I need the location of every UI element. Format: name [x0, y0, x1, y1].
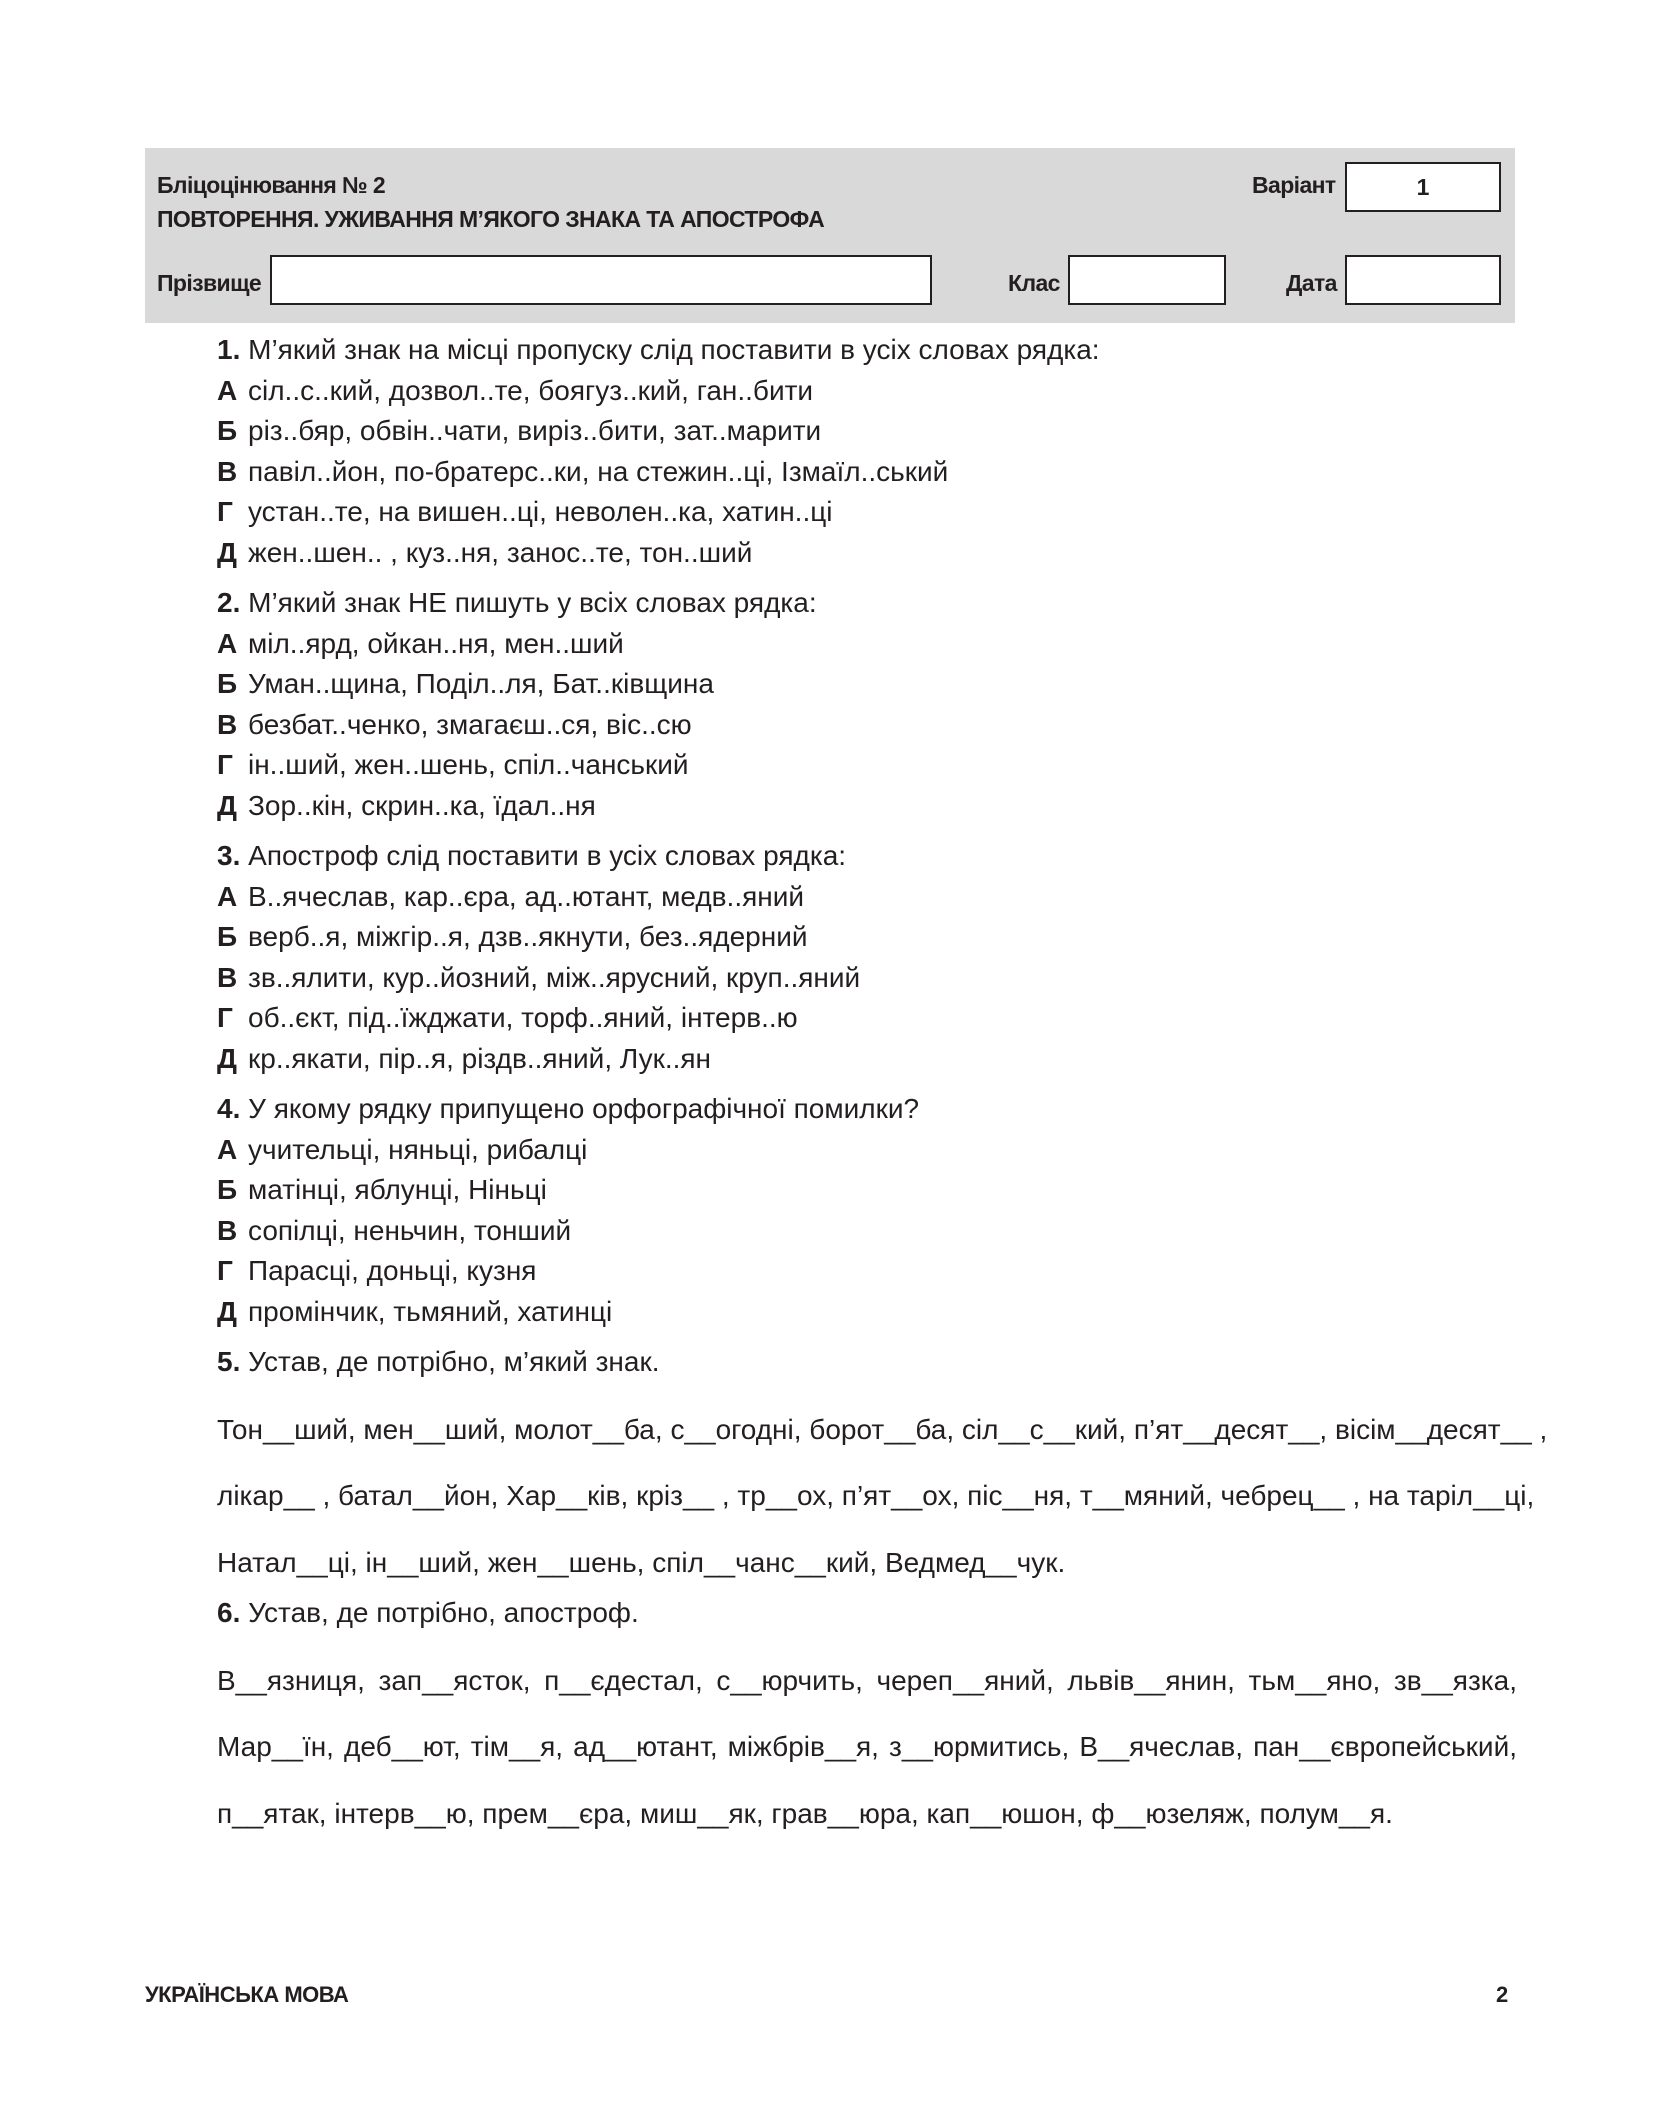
question-number: 1.: [217, 334, 241, 365]
test-content: [217, 330, 1548, 1834]
answer-option-d[interactable]: [217, 1039, 1517, 1080]
header-panel: [145, 148, 1515, 323]
question-number: 3.: [217, 840, 241, 871]
answer-option-a[interactable]: [217, 877, 1517, 918]
answer-option-b[interactable]: [217, 664, 1517, 705]
answer-option-v[interactable]: [217, 705, 1517, 746]
option-text: В..ячеслав, кар..єра, ад..ютант, медв..яний: [248, 880, 805, 912]
test-title: Бліцоцінювання № 2: [157, 172, 386, 198]
answer-option-b[interactable]: [217, 411, 1517, 452]
option-letter: А: [217, 627, 238, 659]
surname-label: Прізвище: [157, 270, 262, 296]
option-text: матінці, яблунці, Ніньці: [248, 1174, 547, 1205]
test-subtitle: ПОВТОРЕННЯ. УЖИВАННЯ М’ЯКОГО ЗНАКА ТА АПОСТРОФА: [157, 206, 825, 232]
option-letter: Б: [217, 1174, 238, 1205]
option-letter: В: [217, 961, 238, 993]
answer-option-g[interactable]: [217, 492, 1517, 533]
task-text: Устав, де потрібно, апостроф.: [248, 1597, 639, 1628]
question-text: М’який знак НЕ пишуть у всіх словах рядка:: [248, 587, 817, 618]
option-text: устан..те, на вишен..ці, неволен..ка, хатин..ці: [248, 496, 833, 527]
option-text: зв..ялити, кур..йозний, між..ярусний, круп..яний: [248, 961, 861, 993]
option-letter: Д: [217, 1042, 237, 1074]
option-letter: Г: [217, 749, 233, 780]
answer-option-d[interactable]: [217, 786, 1517, 827]
question-text: М’який знак на місці пропуску слід поставити в усіх словах рядка:: [248, 334, 1100, 365]
option-letter: Б: [217, 921, 238, 952]
question-4: [217, 1089, 1517, 1332]
answer-option-g[interactable]: [217, 998, 1517, 1039]
option-letter: А: [217, 880, 238, 912]
option-text: жен..шен.. , куз..ня, занос..те, тон..ший: [248, 536, 753, 568]
question-text: У якому рядку припущено орфографічної помилки?: [248, 1093, 920, 1124]
class-label: Клас: [1008, 270, 1060, 296]
answer-option-v[interactable]: [217, 452, 1517, 493]
footer-subject: УКРАЇНСЬКА МОВА: [145, 1982, 349, 2007]
question-number: 4.: [217, 1093, 241, 1124]
option-text: об..єкт, під..їжджати, торф..яний, інтерв..ю: [248, 1002, 798, 1033]
option-letter: В: [217, 455, 238, 487]
question-1: [217, 330, 1517, 573]
option-letter: Д: [217, 1295, 237, 1327]
option-letter: Б: [217, 668, 238, 699]
fill-line: п__ятак, інтерв__ю, прем__єра, миш__як, грав__юра, кап__юшон, ф__юзеляж, полум__я.: [217, 1797, 1393, 1829]
answer-option-v[interactable]: [217, 1211, 1517, 1252]
option-letter: А: [217, 1133, 238, 1165]
option-text: Уман..щина, Поділ..ля, Бат..ківщина: [248, 668, 714, 699]
option-text: Парасці, доньці, кузня: [248, 1255, 537, 1286]
fill-line: Тон__ший, мен__ший, молот__ба, с__огодні, борот__ба, сіл__с__кий, п’ят__десят__, вісім__десят__ ,: [217, 1413, 1548, 1445]
page-number: 2: [1496, 1982, 1508, 2007]
task-text: Устав, де потрібно, м’який знак.: [248, 1346, 660, 1377]
fill-line: Натал__ці, ін__ший, жен__шень, спіл__чанс__кий, Ведмед__чук.: [217, 1546, 1066, 1578]
fill-line: Мар__їн, деб__ют, тім__я, ад__ютант, міжбрів__я, з__юрмитись, В__ячеслав, пан__європейський,: [217, 1731, 1517, 1762]
answer-option-b[interactable]: [217, 917, 1517, 958]
option-text: безбат..ченко, змагаєш..ся, віс..сю: [248, 708, 692, 740]
question-text: Апостроф слід поставити в усіх словах рядка:: [248, 840, 847, 871]
option-text: різ..бяр, обвін..чати, виріз..бити, зат..марити: [248, 415, 822, 446]
task-number: 5.: [217, 1346, 241, 1377]
option-letter: В: [217, 1214, 238, 1246]
option-text: міл..ярд, ойкан..ня, мен..ший: [248, 627, 624, 659]
option-letter: Г: [217, 1255, 233, 1286]
surname-field[interactable]: [270, 255, 932, 305]
option-text: сіл..с..кий, дозвол..те, боягуз..кий, ган..бити: [248, 374, 814, 406]
answer-option-v[interactable]: [217, 958, 1517, 999]
answer-option-a[interactable]: [217, 1130, 1517, 1171]
variant-label: Варіант: [1252, 172, 1336, 198]
option-letter: Б: [217, 415, 238, 446]
option-text: верб..я, міжгір..я, дзв..якнути, без..ядерний: [248, 921, 808, 952]
answer-option-b[interactable]: [217, 1170, 1517, 1211]
option-text: Зор..кін, скрин..ка, їдал..ня: [248, 789, 596, 821]
option-letter: Д: [217, 789, 237, 821]
date-label: Дата: [1286, 270, 1337, 296]
answer-option-g[interactable]: [217, 1251, 1517, 1292]
option-letter: В: [217, 708, 238, 740]
option-letter: Д: [217, 536, 237, 568]
variant-value: 1: [1345, 162, 1501, 212]
fill-line: В__язниця, зап__ясток, п__єдестал, с__юрчить, череп__яний, львів__янин, тьм__яно, зв__язка,: [217, 1664, 1517, 1696]
answer-option-d[interactable]: [217, 1292, 1517, 1333]
task-number: 6.: [217, 1597, 241, 1628]
task-6: [217, 1593, 1517, 1834]
answer-option-d[interactable]: [217, 533, 1517, 574]
question-number: 2.: [217, 587, 241, 618]
option-letter: Г: [217, 496, 233, 527]
option-text: ін..ший, жен..шень, спіл..чанський: [248, 749, 689, 780]
option-text: сопілці, неньчин, тонший: [248, 1214, 572, 1246]
answer-option-g[interactable]: [217, 745, 1517, 786]
class-field[interactable]: [1068, 255, 1226, 305]
question-2: [217, 583, 1517, 826]
option-text: кр..якати, пір..я, різдв..яний, Лук..ян: [248, 1042, 711, 1074]
answer-option-a[interactable]: [217, 624, 1517, 665]
option-letter: А: [217, 374, 238, 406]
question-3: [217, 836, 1517, 1079]
option-text: павіл..йон, по-братерс..ки, на стежин..ці, Ізмаїл..ський: [248, 455, 949, 487]
option-text: промінчик, тьмяний, хатинці: [248, 1295, 613, 1327]
date-field[interactable]: [1345, 255, 1501, 305]
task-5: [217, 1342, 1548, 1583]
option-letter: Г: [217, 1002, 233, 1033]
answer-option-a[interactable]: [217, 371, 1517, 412]
fill-line: лікар__ , батал__йон, Хар__ків, кріз__ , тр__ох, п’ят__ох, піс__ня, т__мяний, чебрец__ , на таріл__ці,: [217, 1480, 1535, 1511]
option-text: учительці, няньці, рибалці: [248, 1133, 588, 1165]
